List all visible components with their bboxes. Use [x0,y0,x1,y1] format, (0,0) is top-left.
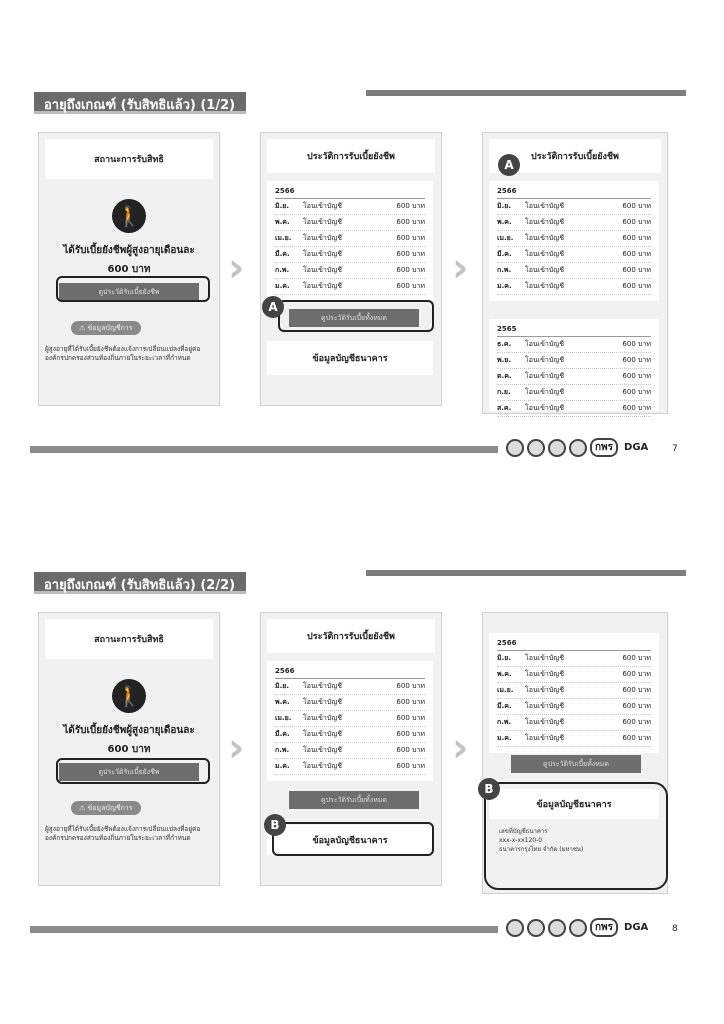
table-row [497,731,651,747]
type-cell: โอนเข้าบัญชี [303,746,343,754]
account-label: เลขที่บัญชีธนาคาร [499,828,548,835]
footer-logos [506,918,651,937]
status-note: ผู้สูงอายุที่ได้รับเบี้ยยังชีพต้องแจ้งการเปลี่ยนแปลงที่อยู่ต่อองค์กรปกครองส่วนท้องถิ่นภายในระยะเวลาที่กำหนด [45,345,201,362]
amount-cell: 600 บาท [396,266,425,274]
type-cell: โอนเข้าบัญชี [303,682,343,690]
month-cell: มิ.ย. [497,654,512,662]
month-cell: พ.ย. [497,356,512,364]
amount-cell: 600 บาท [622,234,651,242]
month-cell: เม.ย. [497,686,514,694]
chevron-right-icon: › [228,245,245,291]
dga-logo: DGA [624,442,649,453]
status-body [39,199,219,277]
warning-text: ข้อมูลบัญชีการ [87,803,133,812]
highlight-box [484,782,668,890]
amount-cell: 600 บาท [396,202,425,210]
type-cell: โอนเข้าบัญชี [303,698,343,706]
warning-pill [71,801,141,815]
highlight-box [278,300,434,332]
amount-cell: 600 บาท [622,340,651,348]
table-row [275,759,425,775]
month-cell: ก.ย. [497,388,511,396]
warning-text: ข้อมูลบัญชีการ [87,323,133,332]
page-number: 7 [672,444,678,454]
type-cell: โอนเข้าบัญชี [303,762,343,770]
amount-cell: 600 บาท [622,734,651,742]
type-cell: โอนเข้าบัญชี [303,234,343,242]
type-cell: โอนเข้าบัญชี [303,250,343,258]
month-cell: มี.ค. [497,702,512,710]
amount-cell: 600 บาท [622,718,651,726]
table-row [275,199,425,215]
month-cell: ก.พ. [275,266,290,274]
amount-cell: 600 บาท [622,404,651,412]
type-cell: โอนเข้าบัญชี [525,266,565,274]
marker-b: B [478,778,500,800]
history-card-title: ประวัติการรับเบี้ยยังชีพ [267,619,435,653]
history-list [267,661,433,781]
type-cell: โอนเข้าบัญชี [525,202,565,210]
month-cell: มิ.ย. [275,682,290,690]
month-cell: พ.ค. [497,218,512,226]
month-cell: ก.พ. [497,718,512,726]
highlight-box [272,822,434,856]
year-label: 2566 [275,661,425,679]
amount-cell: 600 บาท [396,762,425,770]
highlight-box [56,276,210,302]
view-history-button[interactable]: ดูประวัติรับเบี้ยยังชีพ [59,283,199,301]
bank-info-card[interactable]: ข้อมูลบัญชีธนาคาร [267,825,433,855]
table-row [275,231,425,247]
type-cell: โอนเข้าบัญชี [525,372,565,380]
view-all-history-button[interactable]: ดูประวัติรับเบี้ยทั้งหมด [289,309,419,327]
amount-cell: 600 บาท [396,714,425,722]
highlight-box [56,758,210,784]
opdc-logo: กพร [590,438,618,457]
full-history-title: ประวัติการรับเบี้ยยังชีพ [489,139,661,173]
type-cell: โอนเข้าบัญชี [525,702,565,710]
warning-icon: ⚠ [79,324,88,332]
type-cell: โอนเข้าบัญชี [525,282,565,290]
table-row [497,401,651,417]
type-cell: โอนเข้าบัญชี [525,388,565,396]
marker-b: B [264,814,286,836]
top-rule [366,570,686,576]
table-row [497,337,651,353]
emblem-logo [506,439,524,457]
type-cell: โอนเข้าบัญชี [525,250,565,258]
allowance-text: ได้รับเบี้ยยังชีพผู้สูงอายุเดือนละ [63,725,195,736]
elderly-walker-icon: 🚶 [112,199,146,233]
table-row [497,247,651,263]
table-row [275,727,425,743]
month-cell: ม.ค. [275,762,290,770]
table-row [497,699,651,715]
amount-cell: 600 บาท [622,654,651,662]
year-label: 2566 [497,181,651,199]
slide-1 [0,80,724,480]
month-cell: ก.พ. [275,746,290,754]
month-cell: พ.ค. [497,670,512,678]
table-row [275,711,425,727]
month-cell: มี.ค. [497,250,512,258]
amount-cell: 600 บาท [396,698,425,706]
month-cell: ม.ค. [275,282,290,290]
status-body [39,679,219,757]
bottom-rule [30,446,498,453]
emblem-logo [569,919,587,937]
type-cell: โอนเข้าบัญชี [303,282,343,290]
history-list [489,633,659,753]
footer-logos [506,438,651,457]
type-cell: โอนเข้าบัญชี [525,718,565,726]
type-cell: โอนเข้าบัญชี [525,340,565,348]
emblem-logo [548,919,566,937]
amount-cell: 600 บาท [622,388,651,396]
amount-cell: 600 บาท [622,356,651,364]
month-cell: มิ.ย. [497,202,512,210]
allowance-amount: 600 บาท [107,264,151,275]
month-cell: ก.พ. [497,266,512,274]
table-row [497,385,651,401]
warning-icon: ⚠ [79,804,88,812]
slide-title: อายุถึงเกณฑ์ (รับสิทธิแล้ว) (1/2) [34,92,246,114]
elderly-walker-icon: 🚶 [112,679,146,713]
dga-logo: DGA [624,922,649,933]
table-row [497,715,651,731]
month-cell: ส.ค. [497,404,512,412]
year-label: 2566 [497,633,651,651]
slide-2 [0,560,724,960]
amount-cell: 600 บาท [396,250,425,258]
type-cell: โอนเข้าบัญชี [303,714,343,722]
month-cell: เม.ย. [275,714,292,722]
type-cell: โอนเข้าบัญชี [525,670,565,678]
status-screen [38,612,220,886]
table-row [497,651,651,667]
amount-cell: 600 บาท [622,250,651,258]
status-note: ผู้สูงอายุที่ได้รับเบี้ยยังชีพต้องแจ้งการเปลี่ยนแปลงที่อยู่ต่อองค์กรปกครองส่วนท้องถิ่นภายในระยะเวลาที่กำหนด [45,825,201,842]
emblem-logo [527,919,545,937]
amount-cell: 600 บาท [622,282,651,290]
view-history-button[interactable]: ดูประวัติรับเบี้ยยังชีพ [59,763,199,781]
status-card-title: สถานะการรับสิทธิ [45,139,213,179]
warning-pill [71,321,141,335]
amount-cell: 600 บาท [396,282,425,290]
table-row [497,369,651,385]
chevron-right-icon: › [452,245,469,291]
chevron-right-icon: › [228,725,245,771]
amount-cell: 600 บาท [622,218,651,226]
table-row [497,279,651,295]
amount-cell: 600 บาท [396,682,425,690]
status-card-title: สถานะการรับสิทธิ [45,619,213,659]
table-row [497,215,651,231]
chevron-right-icon: › [452,725,469,771]
type-cell: โอนเข้าบัญชี [525,234,565,242]
table-row [497,231,651,247]
month-cell: พ.ค. [275,698,290,706]
amount-cell: 600 บาท [396,746,425,754]
type-cell: โอนเข้าบัญชี [525,734,565,742]
amount-cell: 600 บาท [622,372,651,380]
allowance-amount: 600 บาท [107,744,151,755]
month-cell: เม.ย. [497,234,514,242]
amount-cell: 600 บาท [622,670,651,678]
amount-cell: 600 บาท [622,202,651,210]
opdc-logo: กพร [590,918,618,937]
month-cell: มิ.ย. [275,202,290,210]
table-row [275,695,425,711]
table-row [275,215,425,231]
bank-info-card[interactable]: ข้อมูลบัญชีธนาคาร [267,341,433,375]
month-cell: ม.ค. [497,282,512,290]
emblem-logo [548,439,566,457]
table-row [497,199,651,215]
type-cell: โอนเข้าบัญชี [303,266,343,274]
allowance-text: ได้รับเบี้ยยังชีพผู้สูงอายุเดือนละ [63,245,195,256]
top-rule [366,90,686,96]
year-label: 2566 [275,181,425,199]
type-cell: โอนเข้าบัญชี [525,654,565,662]
amount-cell: 600 บาท [396,730,425,738]
table-row [497,683,651,699]
type-cell: โอนเข้าบัญชี [303,202,343,210]
history-card-title: ประวัติการรับเบี้ยยังชีพ [267,139,435,173]
marker-a: A [262,296,284,318]
amount-cell: 600 บาท [396,218,425,226]
amount-cell: 600 บาท [396,234,425,242]
status-screen [38,132,220,406]
table-row [275,679,425,695]
type-cell: โอนเข้าบัญชี [525,218,565,226]
table-row [497,353,651,369]
year-label: 2565 [497,319,651,337]
marker-a: A [498,154,520,176]
month-cell: ต.ค. [497,372,512,380]
history-screen [260,132,442,406]
amount-cell: 600 บาท [622,686,651,694]
history-list-2565 [489,319,659,411]
month-cell: มี.ค. [275,730,290,738]
emblem-logo [506,919,524,937]
table-row [275,279,425,295]
type-cell: โอนเข้าบัญชี [303,218,343,226]
month-cell: มี.ค. [275,250,290,258]
emblem-logo [569,439,587,457]
month-cell: ม.ค. [497,734,512,742]
month-cell: เม.ย. [275,234,292,242]
bottom-rule [30,926,498,933]
bank-name: ธนาคารกรุงไทย จำกัด (มหาชน) [499,846,584,853]
amount-cell: 600 บาท [622,266,651,274]
emblem-logo [527,439,545,457]
history-list-2566 [489,181,659,301]
view-all-history-button[interactable]: ดูประวัติรับเบี้ยทั้งหมด [511,755,641,773]
table-row [497,667,651,683]
amount-cell: 600 บาท [622,702,651,710]
account-number: xxx-x-xx120-0 [499,837,543,844]
type-cell: โอนเข้าบัญชี [525,686,565,694]
history-list [267,181,433,301]
month-cell: พ.ค. [275,218,290,226]
bank-info-card: ข้อมูลบัญชีธนาคาร [489,789,659,819]
table-row [497,263,651,279]
slide-title: อายุถึงเกณฑ์ (รับสิทธิแล้ว) (2/2) [34,572,246,594]
type-cell: โอนเข้าบัญชี [525,404,565,412]
view-all-history-button[interactable]: ดูประวัติรับเบี้ยทั้งหมด [289,791,419,809]
page-number: 8 [672,924,678,934]
month-cell: ธ.ค. [497,340,512,348]
table-row [275,743,425,759]
type-cell: โอนเข้าบัญชี [525,356,565,364]
table-row [275,263,425,279]
table-row [275,247,425,263]
type-cell: โอนเข้าบัญชี [303,730,343,738]
